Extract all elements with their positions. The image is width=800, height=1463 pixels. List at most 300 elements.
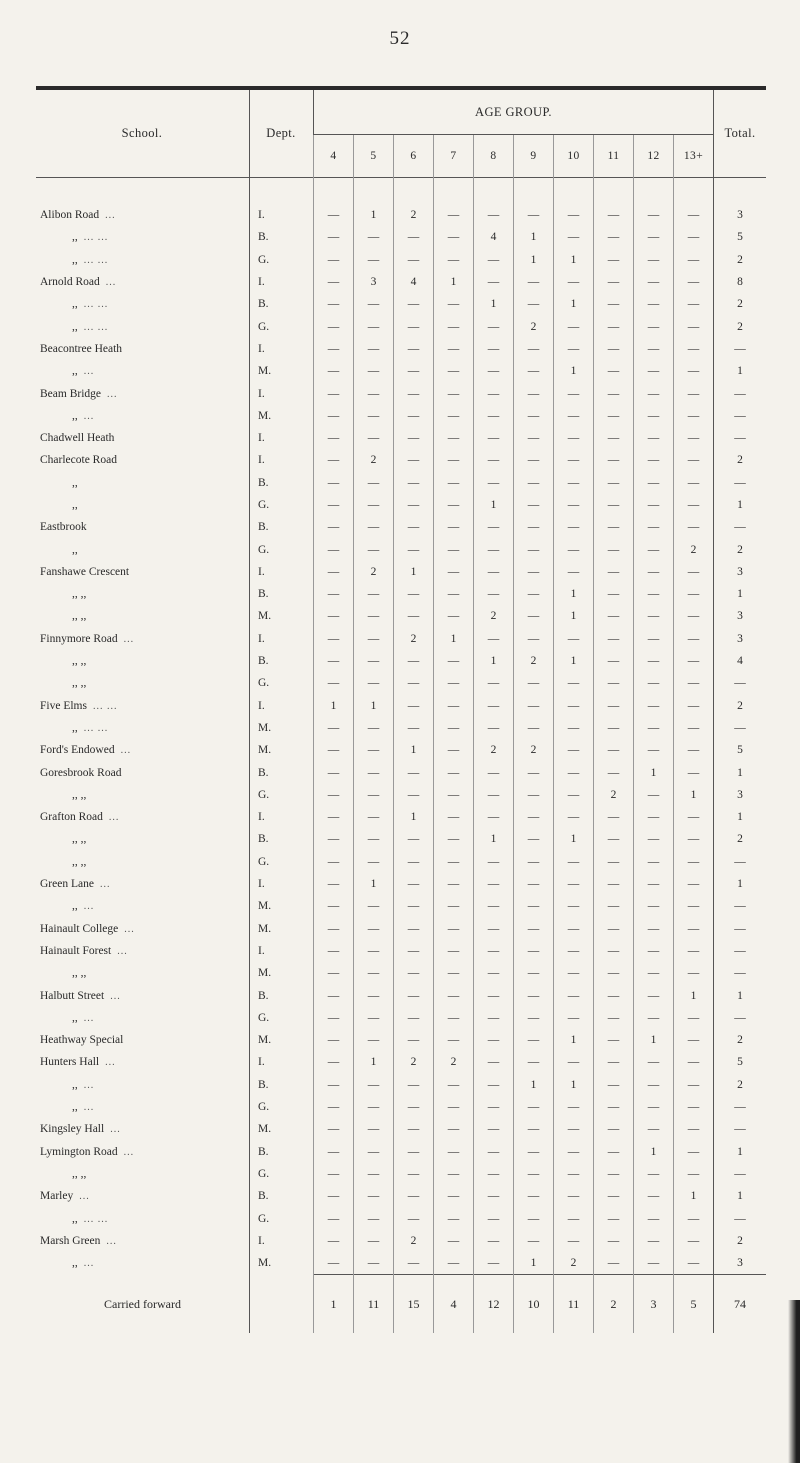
age-value-cell: — xyxy=(674,271,714,293)
age-value-cell: — xyxy=(674,494,714,516)
age-value-cell: — xyxy=(674,204,714,226)
school-name: ,, xyxy=(72,543,78,556)
table-row xyxy=(36,828,766,850)
age-value-cell: — xyxy=(394,1140,434,1162)
age-value-cell: — xyxy=(514,1051,554,1073)
carried-forward-value: 12 xyxy=(474,1275,514,1334)
school-name: ,, xyxy=(72,298,78,311)
age-value-cell: — xyxy=(594,940,634,962)
age-value-cell: — xyxy=(554,516,594,538)
header-age-2: 6 xyxy=(394,135,434,178)
age-value-cell: — xyxy=(474,695,514,717)
leader-dots: ... ... xyxy=(83,254,109,266)
age-value-cell: — xyxy=(314,940,354,962)
age-value-cell: — xyxy=(394,851,434,873)
age-value-cell: — xyxy=(474,628,514,650)
age-value-cell: — xyxy=(674,427,714,449)
age-value-cell: — xyxy=(474,806,514,828)
header-age-6: 10 xyxy=(554,135,594,178)
school-name: ,, ,, xyxy=(72,610,87,623)
age-value-cell: — xyxy=(434,940,474,962)
table-row xyxy=(36,873,766,895)
age-value-cell: — xyxy=(354,806,394,828)
age-value-cell: — xyxy=(394,1007,434,1029)
age-value-cell: 2 xyxy=(594,784,634,806)
school-cell xyxy=(36,784,250,806)
age-value-cell: — xyxy=(354,1140,394,1162)
age-value-cell: — xyxy=(594,538,634,560)
age-value-cell: — xyxy=(314,895,354,917)
age-value-cell: — xyxy=(554,918,594,940)
table-row xyxy=(36,628,766,650)
school-name: Eastbrook xyxy=(40,521,87,534)
age-value-cell: — xyxy=(674,561,714,583)
age-value-cell: — xyxy=(314,360,354,382)
leader-dots: ... ... xyxy=(83,722,109,734)
age-value-cell: — xyxy=(474,672,514,694)
age-value-cell: 1 xyxy=(354,695,394,717)
age-value-cell: — xyxy=(554,672,594,694)
age-value-cell: — xyxy=(514,1118,554,1140)
age-value-cell: — xyxy=(354,360,394,382)
dept-cell: B. xyxy=(250,293,314,315)
age-value-cell: — xyxy=(554,1051,594,1073)
age-value-cell: — xyxy=(434,962,474,984)
school-cell xyxy=(36,962,250,984)
total-cell: 3 xyxy=(714,784,767,806)
total-cell: — xyxy=(714,1118,767,1140)
age-value-cell: — xyxy=(314,494,354,516)
age-value-cell: — xyxy=(514,628,554,650)
age-value-cell: — xyxy=(514,360,554,382)
school-name: Alibon Road xyxy=(40,209,100,222)
leader-dots: ... ... xyxy=(92,700,118,712)
age-value-cell: 2 xyxy=(394,204,434,226)
age-value-cell: — xyxy=(434,717,474,739)
school-name: Finnymore Road xyxy=(40,632,118,645)
age-value-cell: — xyxy=(434,1118,474,1140)
age-value-cell: — xyxy=(394,382,434,404)
age-value-cell: — xyxy=(394,583,434,605)
leader-dots: ... xyxy=(83,1012,95,1024)
age-value-cell: — xyxy=(354,940,394,962)
school-cell xyxy=(36,382,250,404)
leader-dots: ... xyxy=(120,745,132,757)
page-number: 52 xyxy=(389,28,411,49)
table-row xyxy=(36,449,766,471)
leader-dots: ... ... xyxy=(83,1213,109,1225)
age-value-cell: — xyxy=(634,895,674,917)
age-value-cell: — xyxy=(554,962,594,984)
age-value-cell: — xyxy=(554,1230,594,1252)
age-value-cell: — xyxy=(394,895,434,917)
total-cell: 5 xyxy=(714,739,767,761)
total-cell: 2 xyxy=(714,1029,767,1051)
school-cell xyxy=(36,695,250,717)
school-cell xyxy=(36,583,250,605)
age-value-cell: — xyxy=(634,650,674,672)
school-name: Beam Bridge xyxy=(40,387,101,400)
header-dept: Dept. xyxy=(250,90,314,178)
age-value-cell: — xyxy=(354,1029,394,1051)
age-value-cell: — xyxy=(394,761,434,783)
age-value-cell: — xyxy=(634,315,674,337)
age-value-cell: — xyxy=(394,605,434,627)
total-cell: 3 xyxy=(714,605,767,627)
school-name: Grafton Road xyxy=(40,811,103,824)
age-value-cell: 4 xyxy=(394,271,434,293)
table-row xyxy=(36,561,766,583)
school-name: ,, ,, xyxy=(72,1167,87,1180)
age-value-cell: — xyxy=(434,695,474,717)
total-cell: 4 xyxy=(714,650,767,672)
age-value-cell: — xyxy=(634,226,674,248)
table-row xyxy=(36,1185,766,1207)
age-value-cell: — xyxy=(674,761,714,783)
age-value-cell: — xyxy=(434,739,474,761)
school-cell xyxy=(36,293,250,315)
age-value-cell: — xyxy=(594,962,634,984)
age-value-cell: — xyxy=(354,739,394,761)
age-value-cell: — xyxy=(354,962,394,984)
age-value-cell: — xyxy=(354,1252,394,1275)
age-value-cell: — xyxy=(314,249,354,271)
total-cell: 8 xyxy=(714,271,767,293)
age-value-cell: — xyxy=(434,984,474,1006)
total-cell: 3 xyxy=(714,204,767,226)
age-value-cell: — xyxy=(674,1163,714,1185)
age-value-cell: 1 xyxy=(394,561,434,583)
age-value-cell: — xyxy=(594,405,634,427)
age-value-cell: — xyxy=(554,449,594,471)
age-value-cell: — xyxy=(394,828,434,850)
age-value-cell: — xyxy=(594,739,634,761)
age-value-cell: — xyxy=(314,293,354,315)
school-name: ,, xyxy=(72,365,78,378)
age-value-cell: — xyxy=(434,1207,474,1229)
dept-cell: B. xyxy=(250,1140,314,1162)
age-value-cell: — xyxy=(474,1007,514,1029)
total-cell: 1 xyxy=(714,494,767,516)
school-name: Hainault College xyxy=(40,922,119,935)
age-value-cell: — xyxy=(634,293,674,315)
age-value-cell: — xyxy=(554,940,594,962)
age-value-cell: — xyxy=(474,984,514,1006)
age-value-cell: — xyxy=(594,494,634,516)
table-row xyxy=(36,249,766,271)
age-value-cell: — xyxy=(354,494,394,516)
total-cell: 2 xyxy=(714,538,767,560)
age-value-cell: — xyxy=(354,472,394,494)
age-value-cell: 1 xyxy=(554,650,594,672)
total-cell: 3 xyxy=(714,628,767,650)
age-value-cell: — xyxy=(674,962,714,984)
age-value-cell: — xyxy=(634,918,674,940)
age-value-cell: — xyxy=(594,1207,634,1229)
school-cell xyxy=(36,984,250,1006)
total-cell: — xyxy=(714,516,767,538)
dept-cell: I. xyxy=(250,1230,314,1252)
leader-dots: ... xyxy=(105,277,117,289)
age-value-cell: — xyxy=(634,516,674,538)
age-value-cell: — xyxy=(674,472,714,494)
total-cell: 1 xyxy=(714,1185,767,1207)
age-value-cell: 1 xyxy=(514,1252,554,1275)
age-value-cell: — xyxy=(474,516,514,538)
header-school: School. xyxy=(121,126,163,140)
age-value-cell: — xyxy=(514,605,554,627)
school-cell xyxy=(36,1051,250,1073)
age-value-cell: — xyxy=(354,1096,394,1118)
age-value-cell: — xyxy=(554,873,594,895)
age-value-cell: — xyxy=(474,1096,514,1118)
dept-cell: M. xyxy=(250,717,314,739)
school-cell xyxy=(36,1207,250,1229)
age-value-cell: — xyxy=(674,1252,714,1275)
age-value-cell: — xyxy=(674,851,714,873)
dept-cell: G. xyxy=(250,249,314,271)
age-value-cell: — xyxy=(434,1185,474,1207)
age-value-cell: — xyxy=(674,226,714,248)
school-name: ,, ,, xyxy=(72,588,87,601)
total-cell: — xyxy=(714,427,767,449)
table-row xyxy=(36,315,766,337)
age-value-cell: — xyxy=(594,873,634,895)
age-value-cell: — xyxy=(634,271,674,293)
age-value-cell: — xyxy=(474,1207,514,1229)
table-row xyxy=(36,851,766,873)
age-value-cell: — xyxy=(314,962,354,984)
age-value-cell: 2 xyxy=(474,739,514,761)
school-cell xyxy=(36,271,250,293)
leader-dots: ... ... xyxy=(83,321,109,333)
total-cell: — xyxy=(714,405,767,427)
age-value-cell: — xyxy=(594,1118,634,1140)
age-value-cell: — xyxy=(394,717,434,739)
age-value-cell: — xyxy=(314,1096,354,1118)
age-value-cell: 1 xyxy=(554,1074,594,1096)
age-value-cell: — xyxy=(594,628,634,650)
age-value-cell: 2 xyxy=(514,650,554,672)
age-value-cell: — xyxy=(394,1185,434,1207)
age-value-cell: — xyxy=(394,249,434,271)
age-value-cell: — xyxy=(594,918,634,940)
dept-cell: M. xyxy=(250,1252,314,1275)
age-value-cell: — xyxy=(394,360,434,382)
header-age-0: 4 xyxy=(314,135,354,178)
total-cell: — xyxy=(714,1163,767,1185)
age-value-cell: — xyxy=(634,717,674,739)
age-value-cell: — xyxy=(314,1029,354,1051)
age-value-cell: — xyxy=(514,761,554,783)
total-cell: — xyxy=(714,717,767,739)
total-cell: 3 xyxy=(714,1252,767,1275)
table-row xyxy=(36,516,766,538)
age-value-cell: — xyxy=(474,1051,514,1073)
age-value-cell: — xyxy=(674,873,714,895)
age-value-cell: — xyxy=(354,405,394,427)
age-value-cell: — xyxy=(474,962,514,984)
table-row xyxy=(36,1074,766,1096)
school-cell xyxy=(36,338,250,360)
school-cell xyxy=(36,226,250,248)
school-name: Fanshawe Crescent xyxy=(40,565,130,578)
school-name: ,, ,, xyxy=(72,788,87,801)
age-value-cell: — xyxy=(594,1051,634,1073)
carried-forward-value: 5 xyxy=(674,1275,714,1334)
header-age-9: 13+ xyxy=(674,135,714,178)
table-row xyxy=(36,672,766,694)
age-value-cell: — xyxy=(514,583,554,605)
age-value-cell: — xyxy=(314,449,354,471)
age-value-cell: — xyxy=(354,315,394,337)
age-value-cell: — xyxy=(514,405,554,427)
age-value-cell: — xyxy=(554,315,594,337)
leader-dots: ... xyxy=(99,879,111,891)
table-row xyxy=(36,695,766,717)
age-value-cell: — xyxy=(314,984,354,1006)
age-value-cell: — xyxy=(554,784,594,806)
age-value-cell: 1 xyxy=(554,605,594,627)
age-value-cell: — xyxy=(434,1252,474,1275)
age-value-cell: — xyxy=(434,895,474,917)
school-name: Charlecote Road xyxy=(40,454,117,467)
age-value-cell: — xyxy=(474,204,514,226)
age-value-cell: — xyxy=(434,405,474,427)
age-value-cell: — xyxy=(314,672,354,694)
carried-forward-dept-blank xyxy=(250,1275,314,1334)
age-value-cell: 1 xyxy=(394,739,434,761)
age-value-cell: 1 xyxy=(514,1074,554,1096)
age-value-cell: 1 xyxy=(354,1051,394,1073)
age-value-cell: — xyxy=(314,226,354,248)
school-name: ,, xyxy=(72,409,78,422)
school-cell xyxy=(36,895,250,917)
age-value-cell: — xyxy=(594,338,634,360)
age-value-cell: — xyxy=(514,873,554,895)
school-cell xyxy=(36,204,250,226)
age-value-cell: — xyxy=(354,1074,394,1096)
school-cell xyxy=(36,1252,250,1275)
age-value-cell: — xyxy=(394,940,434,962)
age-value-cell: — xyxy=(634,360,674,382)
table-row xyxy=(36,1140,766,1162)
age-value-cell: — xyxy=(594,1074,634,1096)
carried-forward-value: 3 xyxy=(634,1275,674,1334)
leader-dots: ... xyxy=(105,1057,116,1069)
dept-cell: I. xyxy=(250,204,314,226)
age-value-cell: — xyxy=(314,851,354,873)
age-value-cell: — xyxy=(394,1074,434,1096)
age-value-cell: — xyxy=(594,1096,634,1118)
age-value-cell: — xyxy=(634,962,674,984)
age-value-cell: — xyxy=(594,226,634,248)
age-value-cell: — xyxy=(554,561,594,583)
age-value-cell: — xyxy=(354,382,394,404)
school-cell xyxy=(36,494,250,516)
school-cell xyxy=(36,672,250,694)
carried-forward-value: 1 xyxy=(314,1275,354,1334)
age-value-cell: 1 xyxy=(674,784,714,806)
age-value-cell: 1 xyxy=(394,806,434,828)
table-row xyxy=(36,382,766,404)
age-value-cell: — xyxy=(634,605,674,627)
total-cell: — xyxy=(714,382,767,404)
leader-dots: ... xyxy=(110,1124,121,1136)
age-value-cell: — xyxy=(634,695,674,717)
age-value-cell: — xyxy=(394,1029,434,1051)
dept-cell: B. xyxy=(250,761,314,783)
age-value-cell: — xyxy=(594,561,634,583)
age-value-cell: — xyxy=(674,1096,714,1118)
school-cell xyxy=(36,650,250,672)
age-value-cell: — xyxy=(354,650,394,672)
school-cell xyxy=(36,628,250,650)
leader-dots: ... xyxy=(106,1235,117,1247)
table-row xyxy=(36,226,766,248)
table-row xyxy=(36,1207,766,1229)
age-value-cell: — xyxy=(634,873,674,895)
age-value-cell: — xyxy=(314,761,354,783)
school-name: ,, xyxy=(72,253,78,266)
age-value-cell: — xyxy=(394,449,434,471)
age-value-cell: — xyxy=(434,1140,474,1162)
age-value-cell: — xyxy=(474,1118,514,1140)
total-cell: — xyxy=(714,672,767,694)
age-value-cell: — xyxy=(354,427,394,449)
age-value-cell: — xyxy=(514,472,554,494)
age-value-cell: — xyxy=(674,650,714,672)
dept-cell: B. xyxy=(250,650,314,672)
school-cell xyxy=(36,761,250,783)
total-cell: 1 xyxy=(714,984,767,1006)
total-cell: — xyxy=(714,472,767,494)
age-value-cell: — xyxy=(434,472,474,494)
school-name: ,, xyxy=(72,1078,78,1091)
dept-cell: G. xyxy=(250,1163,314,1185)
age-value-cell: — xyxy=(394,962,434,984)
age-value-cell: — xyxy=(394,672,434,694)
age-value-cell: — xyxy=(634,940,674,962)
age-value-cell: — xyxy=(474,583,514,605)
age-value-cell: — xyxy=(434,516,474,538)
header-total: Total. xyxy=(714,90,767,178)
age-value-cell: — xyxy=(434,382,474,404)
age-value-cell: — xyxy=(554,695,594,717)
table-row xyxy=(36,583,766,605)
age-value-cell: — xyxy=(634,828,674,850)
age-value-cell: — xyxy=(514,293,554,315)
age-value-cell: — xyxy=(434,561,474,583)
school-name: ,, xyxy=(72,1011,78,1024)
age-value-cell: — xyxy=(634,561,674,583)
age-value-cell: — xyxy=(314,427,354,449)
age-value-cell: — xyxy=(514,338,554,360)
age-value-cell: 1 xyxy=(554,583,594,605)
school-name: ,, xyxy=(72,320,78,333)
table-row xyxy=(36,784,766,806)
age-value-cell: — xyxy=(474,1029,514,1051)
age-value-cell: — xyxy=(314,1163,354,1185)
school-name: Halbutt Street xyxy=(40,989,105,1002)
school-cell xyxy=(36,1230,250,1252)
age-value-cell: — xyxy=(634,1007,674,1029)
age-value-cell: — xyxy=(314,1007,354,1029)
table-row xyxy=(36,739,766,761)
carried-forward-value: 10 xyxy=(514,1275,554,1334)
age-value-cell: — xyxy=(594,382,634,404)
age-value-cell: — xyxy=(354,293,394,315)
